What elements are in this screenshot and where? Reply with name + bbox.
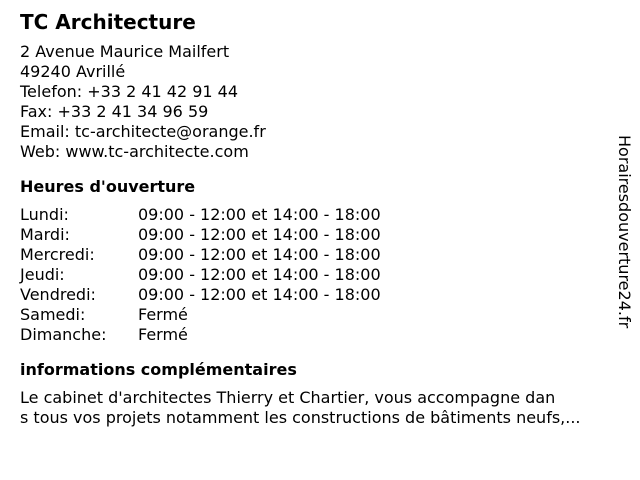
hours-row-wednesday (20, 245, 620, 265)
additional-info-text (20, 388, 630, 428)
hours-row-saturday (20, 305, 620, 325)
hours-row-tuesday (20, 225, 620, 245)
hours-day: Mardi: (20, 225, 70, 244)
additional-info-heading: informations complémentaires (20, 360, 297, 379)
site-watermark: Horairesdouverture24.fr (615, 135, 634, 329)
hours-time: 09:00 - 12:00 et 14:00 - 18:00 (138, 265, 381, 284)
city-address: 49240 Avrillé (20, 62, 126, 81)
hours-row-friday (20, 285, 620, 305)
additional-info-line: Le cabinet d'architectes Thierry et Chartier, vous accompagne dan (20, 388, 556, 407)
hours-time: 09:00 - 12:00 et 14:00 - 18:00 (138, 285, 381, 304)
hours-time: 09:00 - 12:00 et 14:00 - 18:00 (138, 225, 381, 244)
hours-day: Lundi: (20, 205, 69, 224)
website-address: Web: www.tc-architecte.com (20, 142, 249, 161)
contact-block (20, 42, 620, 162)
additional-info-line: s tous vos projets notamment les constructions de bâtiments neufs,... (20, 408, 581, 427)
hours-time: 09:00 - 12:00 et 14:00 - 18:00 (138, 205, 381, 224)
hours-time: 09:00 - 12:00 et 14:00 - 18:00 (138, 245, 381, 264)
hours-day: Samedi: (20, 305, 86, 324)
business-name: TC Architecture (20, 10, 196, 34)
hours-time: Fermé (138, 305, 188, 324)
business-card (20, 10, 620, 428)
hours-day: Mercredi: (20, 245, 95, 264)
hours-day: Dimanche: (20, 325, 107, 344)
hours-row-monday (20, 205, 620, 225)
hours-row-thursday (20, 265, 620, 285)
hours-day: Vendredi: (20, 285, 96, 304)
opening-hours-heading: Heures d'ouverture (20, 177, 196, 196)
email-address: Email: tc-architecte@orange.fr (20, 122, 266, 141)
hours-day: Jeudi: (20, 265, 65, 284)
fax-number: Fax: +33 2 41 34 96 59 (20, 102, 209, 121)
hours-row-sunday (20, 325, 620, 345)
opening-hours-list (20, 205, 620, 345)
street-address: 2 Avenue Maurice Mailfert (20, 42, 230, 61)
hours-time: Fermé (138, 325, 188, 344)
phone-number: Telefon: +33 2 41 42 91 44 (20, 82, 239, 101)
